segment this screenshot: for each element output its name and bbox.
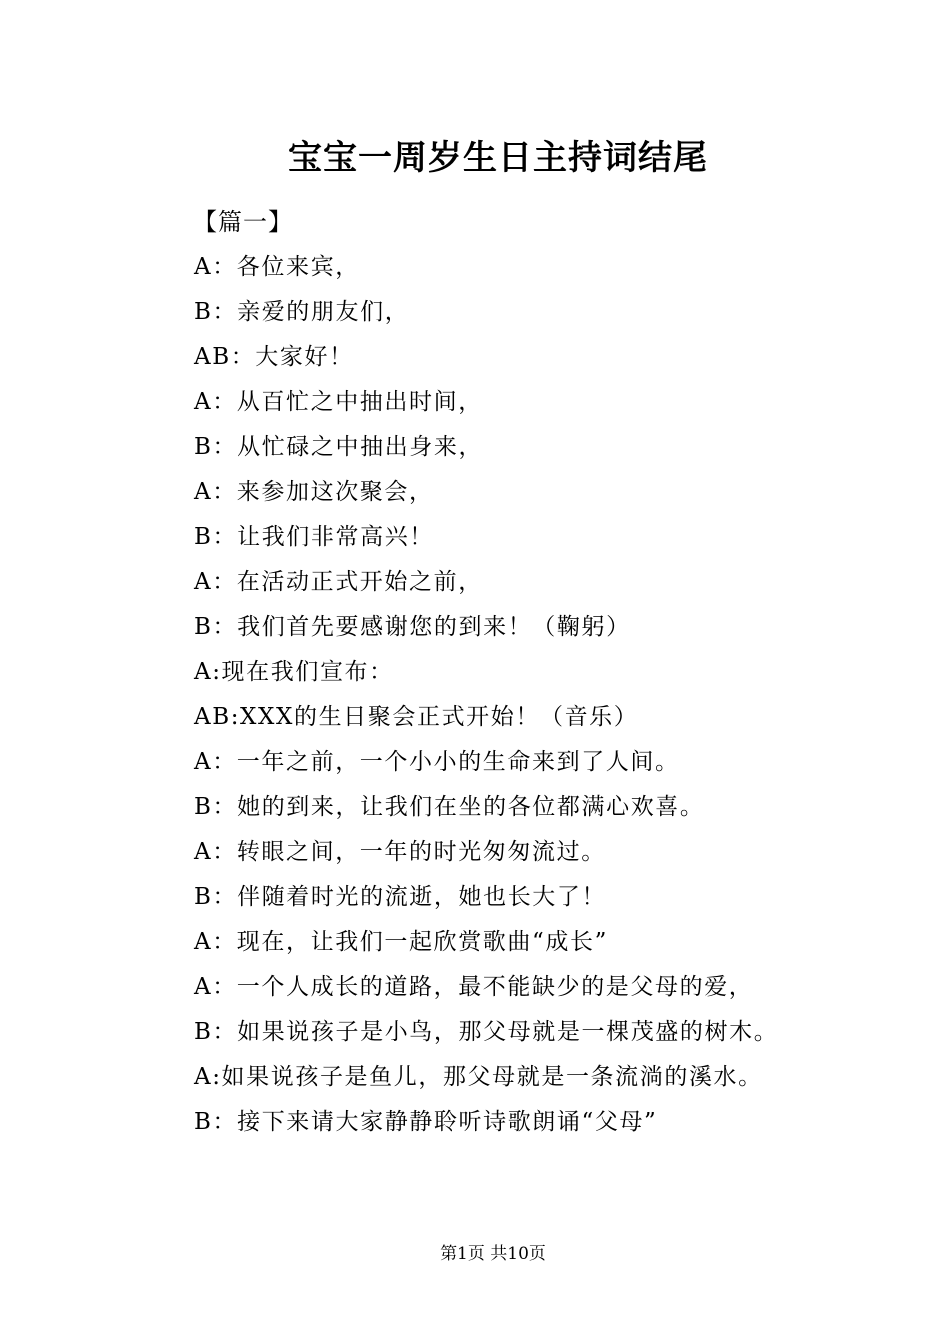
dialogue-line: B：我们首先要感谢您的到来！（鞠躬） xyxy=(194,614,631,640)
dialogue-lines xyxy=(194,245,854,1145)
dialogue-line: B：她的到来，让我们在坐的各位都满心欢喜。 xyxy=(194,794,705,820)
dialogue-line: A：来参加这次聚会， xyxy=(194,479,434,505)
dialogue-line: A:现在我们宣布： xyxy=(194,659,394,685)
dialogue-line: A：一个人成长的道路，最不能缺少的是父母的爱， xyxy=(194,974,754,1000)
dialogue-line: B：接下来请大家静静聆听诗歌朗诵“父母” xyxy=(194,1109,658,1135)
dialogue-line: A：转眼之间，一年的时光匆匆流过。 xyxy=(194,839,606,865)
dialogue-line: A：一年之前，一个小小的生命来到了人间。 xyxy=(194,749,680,775)
dialogue-line: A:如果说孩子是鱼儿，那父母就是一条流淌的溪水。 xyxy=(194,1064,763,1090)
section-heading: 【篇一】 xyxy=(193,208,293,236)
dialogue-line: AB：大家好！ xyxy=(194,344,354,370)
dialogue-line: A：在活动正式开始之前， xyxy=(194,569,483,595)
dialogue-line: A：各位来宾， xyxy=(194,254,360,280)
dialogue-line: A：现在，让我们一起欣赏歌曲“成长” xyxy=(194,929,608,955)
dialogue-line: B：如果说孩子是小鸟，那父母就是一棵茂盛的树木。 xyxy=(194,1019,779,1045)
dialogue-line: A：从百忙之中抽出时间， xyxy=(194,389,483,415)
dialogue-line: B：让我们非常高兴！ xyxy=(194,524,434,550)
dialogue-line: B：伴随着时光的流逝，她也长大了！ xyxy=(194,884,607,910)
dialogue-line: B：从忙碌之中抽出身来， xyxy=(194,434,484,460)
page-footer: 第1页 共10页 xyxy=(440,1244,546,1264)
dialogue-line: AB:XXX的生日聚会正式开始！（音乐） xyxy=(194,704,639,730)
document-title: 宝宝一周岁生日主持词结尾 xyxy=(288,138,708,178)
dialogue-line: B：亲爱的朋友们， xyxy=(194,299,410,325)
